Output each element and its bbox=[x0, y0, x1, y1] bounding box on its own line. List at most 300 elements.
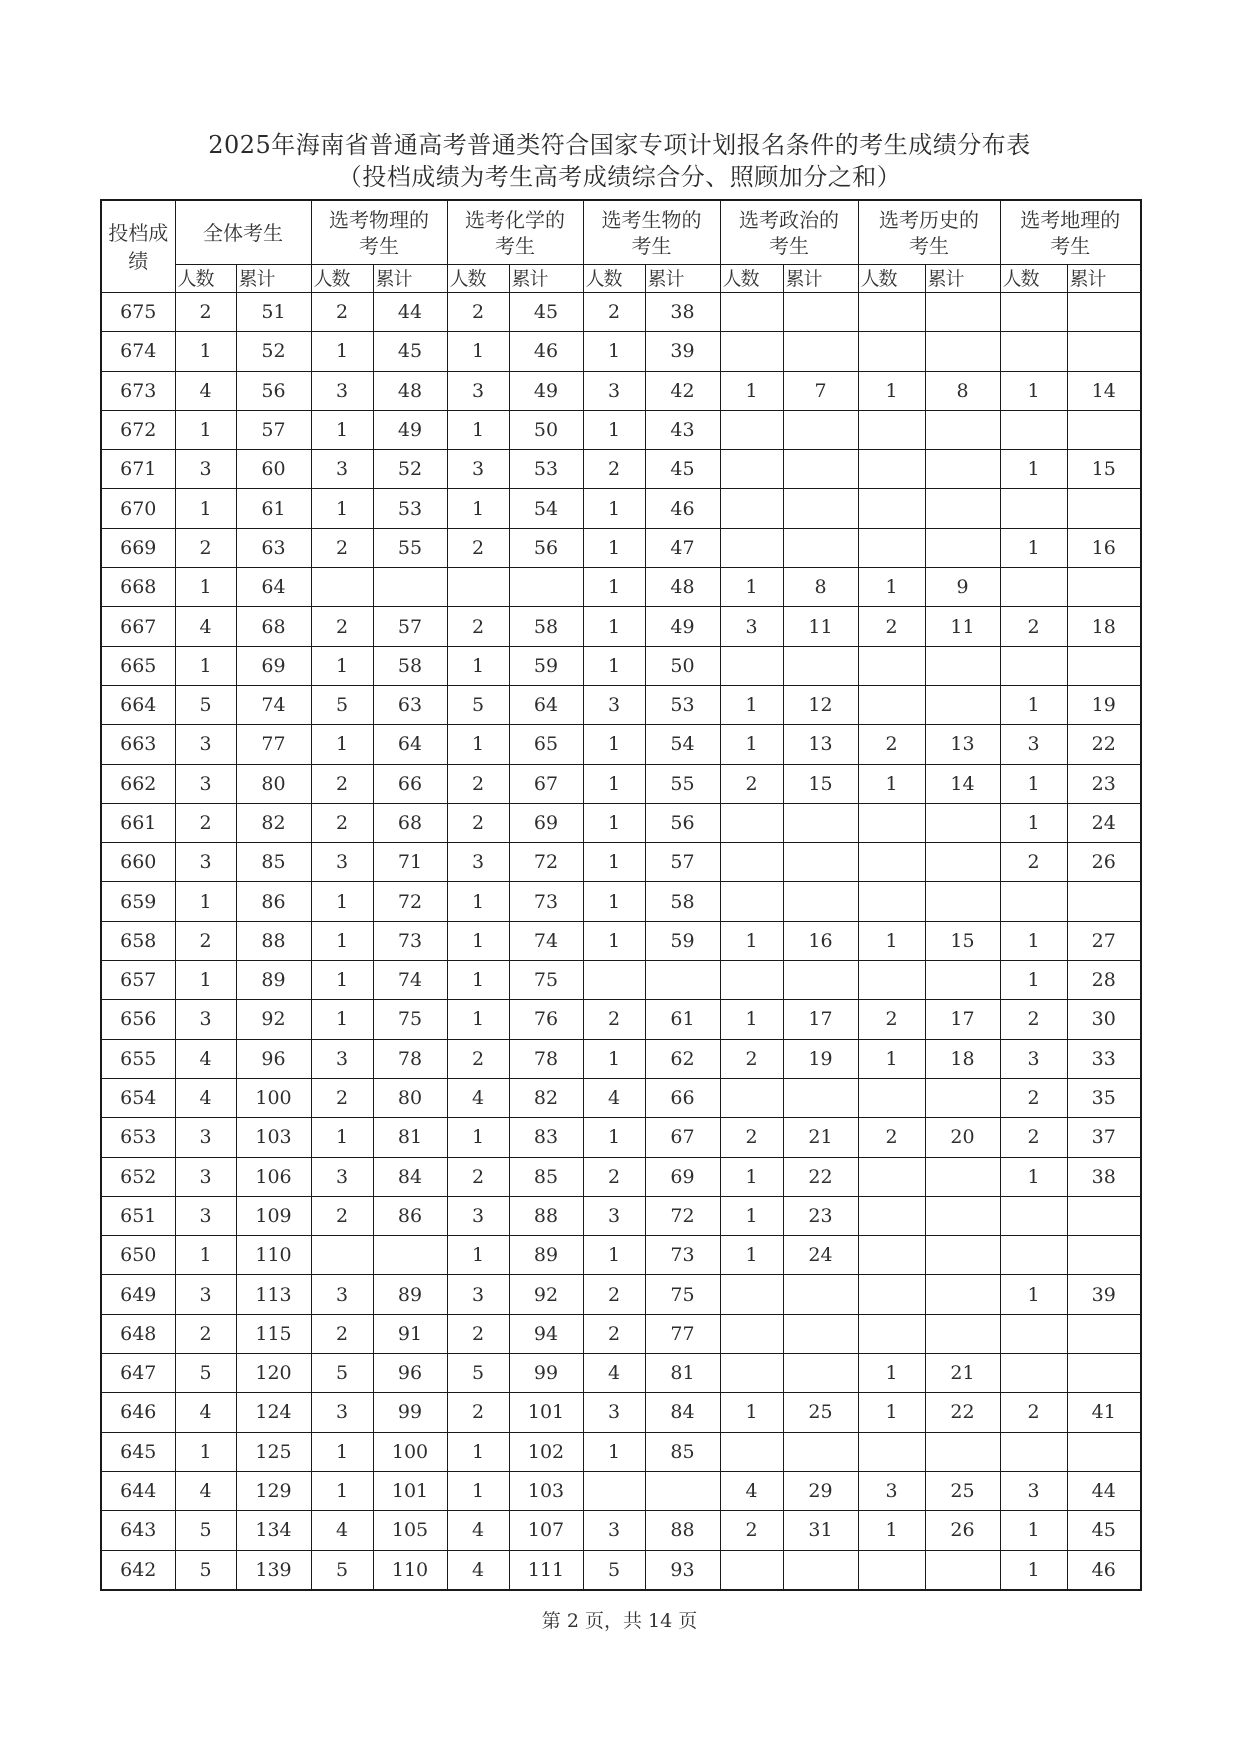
count-cell: 1 bbox=[720, 725, 783, 764]
cumulative-cell: 72 bbox=[373, 882, 447, 921]
cumulative-cell: 124 bbox=[236, 1393, 311, 1432]
cumulative-cell: 84 bbox=[373, 1157, 447, 1196]
count-cell: 1 bbox=[311, 1000, 373, 1039]
count-cell bbox=[720, 489, 783, 528]
count-cell: 3 bbox=[447, 1196, 509, 1235]
cumulative-cell: 71 bbox=[373, 843, 447, 882]
cumulative-cell: 48 bbox=[373, 371, 447, 410]
cumulative-cell: 50 bbox=[509, 410, 583, 449]
cumulative-cell: 139 bbox=[236, 1550, 311, 1590]
score-cell: 659 bbox=[101, 882, 175, 921]
cumulative-cell: 55 bbox=[373, 528, 447, 567]
count-cell bbox=[720, 332, 783, 371]
cumulative-cell: 17 bbox=[925, 1000, 1000, 1039]
count-cell: 1 bbox=[583, 607, 645, 646]
score-cell: 652 bbox=[101, 1157, 175, 1196]
count-cell: 3 bbox=[583, 1511, 645, 1550]
cumulative-cell: 91 bbox=[373, 1314, 447, 1353]
cumulative-cell bbox=[925, 1157, 1000, 1196]
count-cell: 2 bbox=[311, 293, 373, 332]
cumulative-cell: 8 bbox=[783, 568, 858, 607]
cumulative-cell bbox=[925, 843, 1000, 882]
count-cell: 3 bbox=[583, 371, 645, 410]
cumulative-cell: 88 bbox=[509, 1196, 583, 1235]
score-cell: 663 bbox=[101, 725, 175, 764]
count-cell: 1 bbox=[1000, 1511, 1067, 1550]
count-cell bbox=[720, 1432, 783, 1471]
cumulative-cell bbox=[509, 568, 583, 607]
group-header-biology: 选考生物的 考生 bbox=[583, 200, 720, 265]
cumulative-cell: 74 bbox=[236, 685, 311, 724]
count-cell: 2 bbox=[1000, 1078, 1067, 1117]
count-cell: 1 bbox=[583, 1039, 645, 1078]
count-cell: 1 bbox=[583, 725, 645, 764]
count-cell: 2 bbox=[583, 1314, 645, 1353]
cumulative-cell: 9 bbox=[925, 568, 1000, 607]
count-cell: 5 bbox=[447, 685, 509, 724]
cumulative-cell: 26 bbox=[1067, 843, 1141, 882]
cumulative-cell: 73 bbox=[509, 882, 583, 921]
cumulative-cell bbox=[925, 1314, 1000, 1353]
table-row bbox=[101, 1236, 1141, 1275]
count-cell: 1 bbox=[447, 1118, 509, 1157]
count-cell bbox=[720, 803, 783, 842]
cumulative-cell: 25 bbox=[783, 1393, 858, 1432]
cumulative-cell: 49 bbox=[645, 607, 720, 646]
cumulative-cell: 30 bbox=[1067, 1000, 1141, 1039]
cumulative-cell bbox=[1067, 332, 1141, 371]
score-cell: 647 bbox=[101, 1354, 175, 1393]
cumulative-cell bbox=[925, 1550, 1000, 1590]
count-cell: 2 bbox=[858, 1118, 925, 1157]
group-header-all: 全体考生 bbox=[175, 200, 311, 265]
score-cell: 654 bbox=[101, 1078, 175, 1117]
cumulative-cell: 48 bbox=[645, 568, 720, 607]
cumulative-cell: 44 bbox=[373, 293, 447, 332]
count-cell: 1 bbox=[720, 685, 783, 724]
table-row bbox=[101, 1078, 1141, 1117]
cumulative-cell: 63 bbox=[236, 528, 311, 567]
cumulative-cell: 43 bbox=[645, 410, 720, 449]
cumulative-cell bbox=[783, 646, 858, 685]
cumulative-cell: 28 bbox=[1067, 961, 1141, 1000]
cumulative-cell: 59 bbox=[645, 921, 720, 960]
page-footer: 第 2 页，共 14 页 bbox=[541, 1610, 698, 1632]
cumulative-cell bbox=[783, 1550, 858, 1590]
cumulative-cell: 16 bbox=[783, 921, 858, 960]
count-cell: 1 bbox=[858, 568, 925, 607]
cumulative-cell: 27 bbox=[1067, 921, 1141, 960]
count-cell bbox=[1000, 568, 1067, 607]
count-cell bbox=[720, 1078, 783, 1117]
cumulative-cell: 20 bbox=[925, 1118, 1000, 1157]
table-row bbox=[101, 1000, 1141, 1039]
cumulative-cell: 44 bbox=[1067, 1471, 1141, 1510]
cumulative-cell bbox=[1067, 568, 1141, 607]
count-cell bbox=[720, 450, 783, 489]
count-cell bbox=[858, 1275, 925, 1314]
count-cell: 1 bbox=[583, 646, 645, 685]
group-header-physics: 选考物理的 考生 bbox=[311, 200, 447, 265]
cumulative-cell: 15 bbox=[925, 921, 1000, 960]
subheader-count: 人数 bbox=[583, 265, 645, 293]
count-cell: 1 bbox=[175, 410, 236, 449]
count-cell bbox=[1000, 1196, 1067, 1235]
count-cell: 5 bbox=[175, 1550, 236, 1590]
cumulative-cell: 67 bbox=[509, 764, 583, 803]
subheader-count: 人数 bbox=[858, 265, 925, 293]
score-column-header: 投档成 绩 bbox=[101, 200, 175, 293]
count-cell: 2 bbox=[720, 1039, 783, 1078]
count-cell: 3 bbox=[311, 1039, 373, 1078]
score-cell: 675 bbox=[101, 293, 175, 332]
table-body bbox=[101, 293, 1141, 1590]
count-cell bbox=[311, 568, 373, 607]
cumulative-cell: 85 bbox=[509, 1157, 583, 1196]
cumulative-cell: 29 bbox=[783, 1471, 858, 1510]
count-cell: 3 bbox=[311, 371, 373, 410]
score-cell: 644 bbox=[101, 1471, 175, 1510]
count-cell: 1 bbox=[311, 489, 373, 528]
cumulative-cell: 81 bbox=[373, 1118, 447, 1157]
cumulative-cell: 76 bbox=[509, 1000, 583, 1039]
cumulative-cell: 82 bbox=[509, 1078, 583, 1117]
count-cell: 1 bbox=[720, 1393, 783, 1432]
cumulative-cell bbox=[925, 685, 1000, 724]
count-cell: 1 bbox=[447, 1471, 509, 1510]
count-cell: 1 bbox=[720, 921, 783, 960]
cumulative-cell: 56 bbox=[236, 371, 311, 410]
score-cell: 657 bbox=[101, 961, 175, 1000]
count-cell: 3 bbox=[175, 450, 236, 489]
table-row bbox=[101, 1314, 1141, 1353]
cumulative-cell: 69 bbox=[236, 646, 311, 685]
table-row bbox=[101, 685, 1141, 724]
cumulative-cell: 58 bbox=[645, 882, 720, 921]
count-cell: 4 bbox=[175, 371, 236, 410]
table-row bbox=[101, 803, 1141, 842]
cumulative-cell: 75 bbox=[645, 1275, 720, 1314]
cumulative-cell: 54 bbox=[645, 725, 720, 764]
count-cell: 5 bbox=[583, 1550, 645, 1590]
count-cell: 2 bbox=[311, 1196, 373, 1235]
table-row bbox=[101, 843, 1141, 882]
count-cell: 3 bbox=[583, 1393, 645, 1432]
count-cell: 3 bbox=[175, 1196, 236, 1235]
cumulative-cell: 42 bbox=[645, 371, 720, 410]
count-cell: 3 bbox=[175, 725, 236, 764]
count-cell bbox=[858, 528, 925, 567]
cumulative-cell: 73 bbox=[645, 1236, 720, 1275]
count-cell: 2 bbox=[311, 607, 373, 646]
cumulative-cell: 21 bbox=[783, 1118, 858, 1157]
cumulative-cell: 15 bbox=[783, 764, 858, 803]
cumulative-cell: 47 bbox=[645, 528, 720, 567]
group-header-geography: 选考地理的 考生 bbox=[1000, 200, 1141, 265]
count-cell: 3 bbox=[447, 371, 509, 410]
cumulative-cell: 55 bbox=[645, 764, 720, 803]
count-cell bbox=[858, 293, 925, 332]
cumulative-cell: 56 bbox=[645, 803, 720, 842]
count-cell: 2 bbox=[583, 450, 645, 489]
cumulative-cell bbox=[925, 528, 1000, 567]
score-cell: 665 bbox=[101, 646, 175, 685]
cumulative-cell bbox=[783, 803, 858, 842]
count-cell bbox=[1000, 882, 1067, 921]
cumulative-cell: 109 bbox=[236, 1196, 311, 1235]
cumulative-cell bbox=[783, 1432, 858, 1471]
cumulative-cell: 134 bbox=[236, 1511, 311, 1550]
count-cell: 2 bbox=[1000, 843, 1067, 882]
count-cell: 3 bbox=[858, 1471, 925, 1510]
cumulative-cell bbox=[925, 1432, 1000, 1471]
count-cell: 1 bbox=[858, 1393, 925, 1432]
count-cell: 3 bbox=[447, 450, 509, 489]
cumulative-cell: 65 bbox=[509, 725, 583, 764]
cumulative-cell bbox=[783, 332, 858, 371]
cumulative-cell: 64 bbox=[236, 568, 311, 607]
count-cell: 1 bbox=[175, 332, 236, 371]
subheader-cumulative: 累计 bbox=[783, 265, 858, 293]
cumulative-cell bbox=[925, 1196, 1000, 1235]
count-cell: 1 bbox=[311, 1471, 373, 1510]
cumulative-cell bbox=[783, 489, 858, 528]
count-cell bbox=[1000, 646, 1067, 685]
cumulative-cell: 100 bbox=[373, 1432, 447, 1471]
cumulative-cell: 21 bbox=[925, 1354, 1000, 1393]
count-cell: 2 bbox=[311, 1078, 373, 1117]
subheader-count: 人数 bbox=[175, 265, 236, 293]
count-cell bbox=[1000, 1354, 1067, 1393]
count-cell: 2 bbox=[175, 293, 236, 332]
cumulative-cell: 38 bbox=[645, 293, 720, 332]
count-cell: 1 bbox=[583, 489, 645, 528]
cumulative-cell: 24 bbox=[1067, 803, 1141, 842]
cumulative-cell: 14 bbox=[1067, 371, 1141, 410]
subheader-count: 人数 bbox=[720, 265, 783, 293]
count-cell: 2 bbox=[583, 293, 645, 332]
cumulative-cell: 41 bbox=[1067, 1393, 1141, 1432]
cumulative-cell: 92 bbox=[509, 1275, 583, 1314]
cumulative-cell: 37 bbox=[1067, 1118, 1141, 1157]
cumulative-cell: 22 bbox=[783, 1157, 858, 1196]
cumulative-cell bbox=[925, 646, 1000, 685]
count-cell: 1 bbox=[1000, 961, 1067, 1000]
count-cell: 3 bbox=[311, 1393, 373, 1432]
cumulative-cell bbox=[783, 450, 858, 489]
count-cell: 4 bbox=[447, 1511, 509, 1550]
count-cell bbox=[858, 803, 925, 842]
cumulative-cell bbox=[783, 961, 858, 1000]
count-cell: 5 bbox=[311, 1354, 373, 1393]
cumulative-cell bbox=[925, 803, 1000, 842]
cumulative-cell bbox=[1067, 646, 1141, 685]
table-row bbox=[101, 921, 1141, 960]
score-cell: 650 bbox=[101, 1236, 175, 1275]
count-cell: 2 bbox=[1000, 607, 1067, 646]
cumulative-cell: 54 bbox=[509, 489, 583, 528]
cumulative-cell: 89 bbox=[373, 1275, 447, 1314]
table-row bbox=[101, 1039, 1141, 1078]
count-cell: 4 bbox=[175, 607, 236, 646]
cumulative-cell bbox=[925, 1275, 1000, 1314]
cumulative-cell: 66 bbox=[373, 764, 447, 803]
count-cell bbox=[720, 961, 783, 1000]
subheader-count: 人数 bbox=[1000, 265, 1067, 293]
table-row bbox=[101, 371, 1141, 410]
cumulative-cell: 82 bbox=[236, 803, 311, 842]
count-cell bbox=[583, 961, 645, 1000]
cumulative-cell: 17 bbox=[783, 1000, 858, 1039]
count-cell: 1 bbox=[447, 961, 509, 1000]
count-cell bbox=[858, 450, 925, 489]
count-cell: 1 bbox=[1000, 450, 1067, 489]
count-cell bbox=[858, 1432, 925, 1471]
count-cell bbox=[583, 1471, 645, 1510]
cumulative-cell: 69 bbox=[645, 1157, 720, 1196]
cumulative-cell: 53 bbox=[645, 685, 720, 724]
count-cell: 3 bbox=[1000, 1039, 1067, 1078]
cumulative-cell: 107 bbox=[509, 1511, 583, 1550]
table-row bbox=[101, 1157, 1141, 1196]
count-cell bbox=[1000, 489, 1067, 528]
score-cell: 672 bbox=[101, 410, 175, 449]
cumulative-cell: 56 bbox=[509, 528, 583, 567]
count-cell: 2 bbox=[447, 1157, 509, 1196]
count-cell: 3 bbox=[583, 685, 645, 724]
count-cell bbox=[858, 332, 925, 371]
cumulative-cell: 105 bbox=[373, 1511, 447, 1550]
count-cell: 2 bbox=[858, 1000, 925, 1039]
score-cell: 667 bbox=[101, 607, 175, 646]
cumulative-cell bbox=[783, 293, 858, 332]
cumulative-cell: 45 bbox=[645, 450, 720, 489]
cumulative-cell bbox=[1067, 489, 1141, 528]
cumulative-cell: 103 bbox=[509, 1471, 583, 1510]
cumulative-cell: 39 bbox=[645, 332, 720, 371]
cumulative-cell: 99 bbox=[373, 1393, 447, 1432]
score-cell: 660 bbox=[101, 843, 175, 882]
cumulative-cell bbox=[1067, 1432, 1141, 1471]
table-row bbox=[101, 1511, 1141, 1550]
count-cell bbox=[720, 1354, 783, 1393]
count-cell: 1 bbox=[1000, 1550, 1067, 1590]
cumulative-cell: 57 bbox=[645, 843, 720, 882]
cumulative-cell: 103 bbox=[236, 1118, 311, 1157]
count-cell: 2 bbox=[175, 803, 236, 842]
table-row bbox=[101, 1432, 1141, 1471]
count-cell: 3 bbox=[311, 843, 373, 882]
score-cell: 646 bbox=[101, 1393, 175, 1432]
cumulative-cell: 45 bbox=[373, 332, 447, 371]
cumulative-cell: 39 bbox=[1067, 1275, 1141, 1314]
count-cell: 3 bbox=[311, 1275, 373, 1314]
cumulative-cell: 19 bbox=[783, 1039, 858, 1078]
count-cell: 3 bbox=[175, 1000, 236, 1039]
score-cell: 655 bbox=[101, 1039, 175, 1078]
count-cell bbox=[858, 1157, 925, 1196]
cumulative-cell: 60 bbox=[236, 450, 311, 489]
cumulative-cell: 57 bbox=[236, 410, 311, 449]
count-cell: 2 bbox=[311, 528, 373, 567]
count-cell bbox=[858, 489, 925, 528]
document-title: 2025年海南省普通高考普通类符合国家专项计划报名条件的考生成绩分布表 bbox=[208, 131, 1031, 159]
cumulative-cell bbox=[783, 410, 858, 449]
count-cell: 1 bbox=[583, 1432, 645, 1471]
count-cell: 2 bbox=[447, 528, 509, 567]
count-cell: 1 bbox=[175, 961, 236, 1000]
cumulative-cell bbox=[925, 961, 1000, 1000]
cumulative-cell bbox=[925, 882, 1000, 921]
cumulative-cell: 74 bbox=[373, 961, 447, 1000]
count-cell: 4 bbox=[175, 1039, 236, 1078]
cumulative-cell: 49 bbox=[373, 410, 447, 449]
count-cell: 4 bbox=[447, 1550, 509, 1590]
cumulative-cell: 15 bbox=[1067, 450, 1141, 489]
table-row bbox=[101, 882, 1141, 921]
count-cell: 2 bbox=[311, 1314, 373, 1353]
score-cell: 656 bbox=[101, 1000, 175, 1039]
count-cell: 1 bbox=[311, 882, 373, 921]
count-cell: 2 bbox=[720, 764, 783, 803]
count-cell: 1 bbox=[720, 1157, 783, 1196]
count-cell: 1 bbox=[1000, 371, 1067, 410]
cumulative-cell: 67 bbox=[645, 1118, 720, 1157]
count-cell: 1 bbox=[858, 1354, 925, 1393]
count-cell: 1 bbox=[447, 1236, 509, 1275]
count-cell bbox=[1000, 332, 1067, 371]
score-cell: 668 bbox=[101, 568, 175, 607]
cumulative-cell bbox=[1067, 293, 1141, 332]
count-cell: 2 bbox=[1000, 1118, 1067, 1157]
count-cell: 1 bbox=[583, 843, 645, 882]
cumulative-cell: 88 bbox=[236, 921, 311, 960]
cumulative-cell: 23 bbox=[783, 1196, 858, 1235]
count-cell: 2 bbox=[447, 293, 509, 332]
count-cell: 1 bbox=[720, 568, 783, 607]
cumulative-cell: 52 bbox=[373, 450, 447, 489]
count-cell: 1 bbox=[1000, 921, 1067, 960]
table-row bbox=[101, 1354, 1141, 1393]
count-cell: 1 bbox=[447, 489, 509, 528]
cumulative-cell: 85 bbox=[236, 843, 311, 882]
cumulative-cell bbox=[925, 1078, 1000, 1117]
count-cell: 2 bbox=[175, 921, 236, 960]
table-row bbox=[101, 450, 1141, 489]
cumulative-cell: 102 bbox=[509, 1432, 583, 1471]
subheader-cumulative: 累计 bbox=[1067, 265, 1141, 293]
count-cell: 1 bbox=[583, 882, 645, 921]
count-cell: 2 bbox=[858, 607, 925, 646]
group-header-chemistry: 选考化学的 考生 bbox=[447, 200, 583, 265]
count-cell bbox=[858, 410, 925, 449]
score-cell: 645 bbox=[101, 1432, 175, 1471]
count-cell: 4 bbox=[175, 1078, 236, 1117]
count-cell: 2 bbox=[311, 764, 373, 803]
cumulative-cell: 63 bbox=[373, 685, 447, 724]
count-cell: 1 bbox=[583, 803, 645, 842]
table-row bbox=[101, 568, 1141, 607]
count-cell: 1 bbox=[175, 489, 236, 528]
cumulative-cell: 57 bbox=[373, 607, 447, 646]
count-cell: 1 bbox=[311, 1118, 373, 1157]
count-cell bbox=[858, 685, 925, 724]
table-row bbox=[101, 1196, 1141, 1235]
subheader-count: 人数 bbox=[447, 265, 509, 293]
score-cell: 648 bbox=[101, 1314, 175, 1353]
cumulative-cell: 80 bbox=[236, 764, 311, 803]
cumulative-cell bbox=[783, 528, 858, 567]
